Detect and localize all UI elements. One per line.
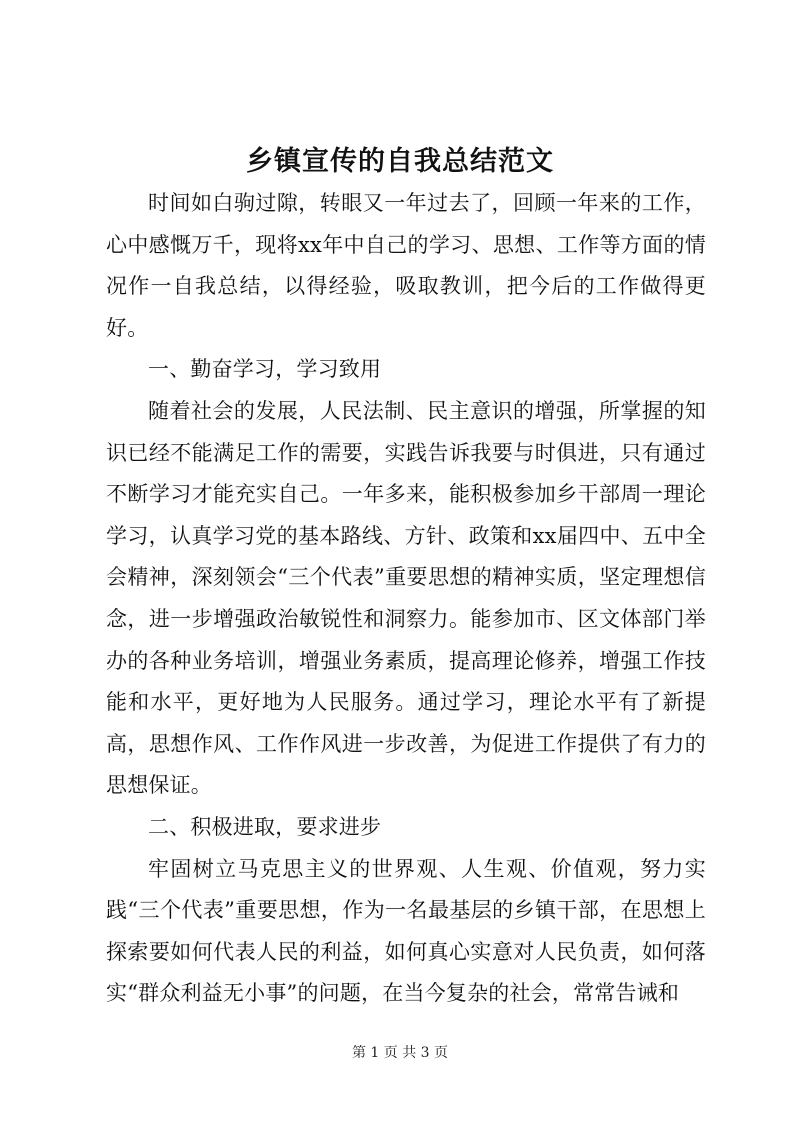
intro-paragraph: 时间如白驹过隙，转眼又一年过去了，回顾一年来的工作，心中感慨万千，现将xx年中自己的学习、思想、工作等方面的情况作一自我总结，以得经验，吸取教训，把今后的工作做得更好。 xyxy=(106,191,706,340)
section-2-heading: 二、积极进取，要求进步 xyxy=(148,814,382,839)
section-2-paragraph: 牢固树立马克思主义的世界观、人生观、价值观，努力实践“三个代表”重要思想，作为一名最基层的乡镇干部，在思想上探索要如何代表人民的利益，如何真心实意对人民负责，如何落实“群众利益无小事”的问题，在当今复杂的社会，常常告诫和 xyxy=(106,856,706,1006)
document-title: 乡镇宣传的自我总结范文 xyxy=(246,146,554,177)
document-body xyxy=(106,183,706,1015)
section-1-heading: 一、勤奋学习，学习致用 xyxy=(148,357,382,382)
page-footer: 第 1 页 共 3 页 xyxy=(351,1045,449,1061)
section-1-paragraph: 随着社会的发展，人民法制、民主意识的增强，所掌握的知识已经不能满足工作的需要，实践告诉我要与时俱进，只有通过不断学习才能充实自己。一年多来，能积极参加乡干部周一理论学习，认真学习党的基本路线、方针、政策和xx届四中、五中全会精神，深刻领会“三个代表”重要思想的精神实质，坚定理想信念，进一步增强政治敏锐性和洞察力。能参加市、区文体部门举办的各种业务培训，增强业务素质，提高理论修养，增强工作技能和水平，更好地为人民服务。通过学习，理论水平有了新提高，思想作风、工作作风进一步改善，为促进工作提供了有力的思想保证。 xyxy=(106,398,706,798)
